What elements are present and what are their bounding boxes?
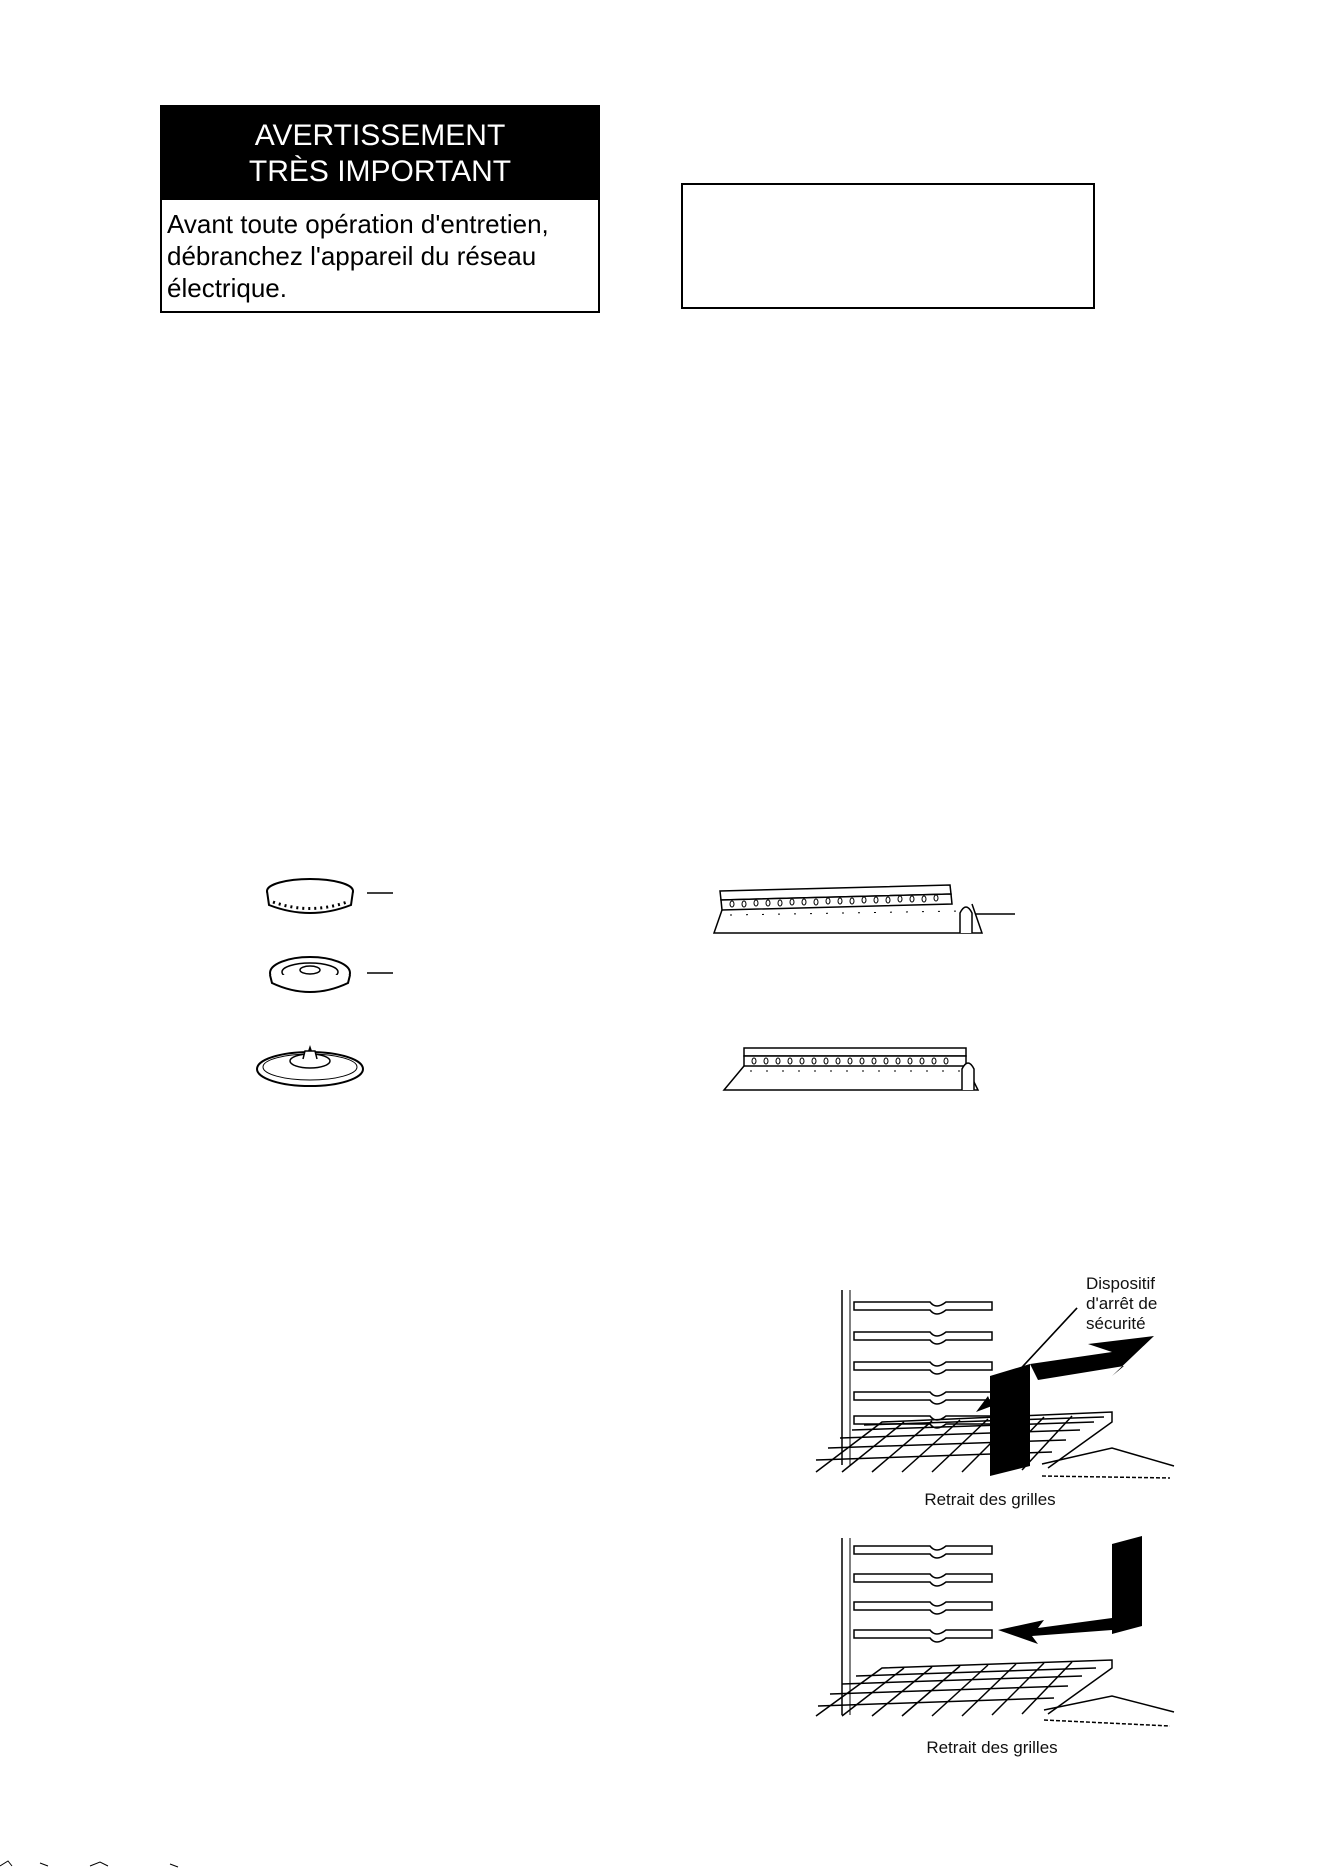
warning-header — [162, 107, 598, 200]
figure-1-caption: Retrait des grilles — [924, 1490, 1056, 1509]
warning-text — [162, 200, 598, 312]
safety-stop-callout — [1086, 1274, 1176, 1334]
burner-cap-illustration — [255, 875, 405, 1090]
page-edge-artifact — [0, 1858, 200, 1868]
warning-title-line1: AVERTISSEMENT — [254, 119, 506, 152]
warning-text-line2: débranchez l'appareil du réseau — [167, 241, 537, 271]
long-burner-illustration — [710, 885, 1030, 1095]
figure-2-caption: Retrait des grilles — [926, 1738, 1058, 1757]
warning-text-line3: électrique. — [167, 273, 287, 303]
callout-line2: d'arrêt de — [1086, 1294, 1158, 1313]
oven-rack-removal-figure-2 — [812, 1530, 1177, 1730]
warning-title-line2: TRÈS IMPORTANT — [248, 155, 512, 188]
callout-line3: sécurité — [1086, 1314, 1146, 1333]
warning-box — [160, 105, 600, 313]
empty-frame — [681, 183, 1095, 309]
callout-line1: Dispositif — [1086, 1274, 1155, 1293]
warning-text-line1: Avant toute opération d'entretien, — [167, 209, 549, 239]
